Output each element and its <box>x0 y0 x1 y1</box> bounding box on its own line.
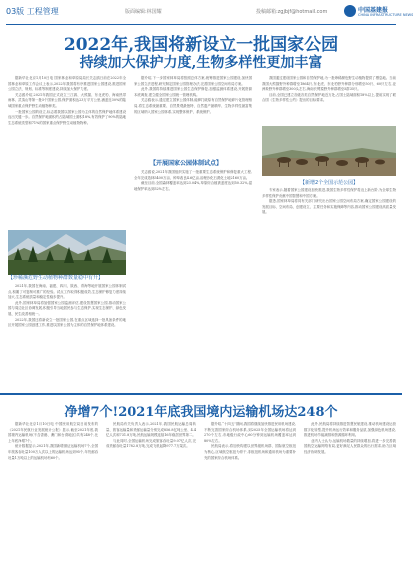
section-subhead: 【开展国家公园体制试点】 <box>150 160 223 167</box>
paragraph: 2022年,我国还将新设立一批国家公园,在重点区域选择一批具备条件的地区开展国家公园创建工作,推进以国家公园为主体的自然保护地体系建设。 <box>8 317 126 328</box>
paragraph: 截至目前,全国森林覆盖率达到23.04%,草原综合植被盖度达到50.32%,湿地保护率达到52%左右。 <box>134 181 252 191</box>
paragraph: 民航局有关负责人表示,2021年,我国民航运输总周转量、旅客运输量和货邮运输量分别完成856.8亿吨公里、4.4亿人次和731.8万吨,民航运输规模连续16年稳居世界第二。 <box>106 422 196 438</box>
paragraph: 统计数据显示,2021年,我国新增颁证运输机场7个,全国年旅客吞吐量100万人次以上的运输机场达到95个,年货邮吞吐量1万吨以上的运输机场有60个。 <box>8 444 98 460</box>
second-headline: 净增7个!2021年底我国境内运输机场达248个 <box>64 405 338 420</box>
paragraph: 据新华社北京1月10日电 国家林业和草原局局长关志鸥日前在2022年全国林业和草原工作会议上表示,2022年我国将有序推进国家公园建设,推进国家公园立法、规划、标准等制度建设,持续加大保护力度。 <box>8 76 126 92</box>
section-label: 03版 工程管理 <box>6 7 59 16</box>
paragraph: 我国通过建设国家公园和自然保护地,为一批珍稀濒危野生动植物提供了栖息地。当前我国大熊猫野外种群增至1864只,东北虎、东北豹野外种群分别增至50只、60只左右,亚洲象野外种群增至300头左右,海南长臂猿野外种群增至5群35只。 <box>262 76 396 92</box>
article1-column-6 <box>262 188 396 388</box>
main-subheadline: 持续加大保护力度,生物多样性更加丰富 <box>79 55 323 71</box>
section-divider <box>0 393 402 395</box>
deer-herd-photo <box>262 126 396 176</box>
article1-column-2 <box>134 76 252 152</box>
logo-subtitle: CHINA INFRASTRUCTURE NEWS <box>358 13 413 17</box>
article1-column-4 <box>8 284 126 388</box>
paragraph: 关志鸥表示,通过建立国家公园体制,能够打破原有自然保护地碎片化管理格局,将生态系统最重要、自然景观最独特、自然遗产最精华、生物多样性最富集的区域纳入国家公园体系,实现整体保护、系统保护。 <box>134 98 252 114</box>
paragraph: 与此同时,全国运输机场完成旅客吞吐量9.07亿人次,完成货邮吞吐量1782.8万吨,完成飞机起降977.7万架次。 <box>106 438 196 449</box>
paragraph: 据新华社北京1月10日电 中国民用航空局日前发布的《2021年民航行业发展统计公报》显示,截至2021年底,我国境内运输机场(不含香港、澳门和台湾地区)共有248个,比上年底净增7个。 <box>8 422 98 443</box>
paragraph: 2021年,我国在海南、福建、四川、陕西、青海等地开展国家公园体制试点,积累了可复制可推广的经验。试点工作取得积极成效,生态保护修复力度持续加大,生态系统质量和稳定性稳步提升。 <box>8 284 126 300</box>
forest-mountain-photo <box>8 230 126 275</box>
paragraph: 民航局表示,将加快构建以世界级机场群、国际航空枢纽为核心,区域航空枢纽为骨干,非枢纽机场和通用机场为重要补充的国家综合机场体系。 <box>204 444 296 460</box>
logo-name: 中国基建报 <box>358 7 389 14</box>
paragraph: 此外,我国将持续推进国家公园生态保护修复,加强监测体系建设,开展资源本底调查,建立健全国家公园统一管理机构。 <box>134 87 252 97</box>
paragraph: 关志鸥介绍,2021年我国正式设立三江源、大熊猫、东北虎豹、海南热带雨林、武夷山等第一批5个国家公园,保护面积达23万平方公里,涵盖近30%的陆域国家重点保护野生动植物种类。 <box>8 92 126 108</box>
paragraph: 专家表示,随着国家公园建设加快推进,我国生物多样性保护将迈上新台阶,为全球生物多样性保护贡献中国智慧和中国方案。 <box>262 188 396 198</box>
newspaper-logo <box>344 4 413 20</box>
article2-column-3 <box>204 422 296 558</box>
editor-label: 版面编辑:林国耀 <box>125 9 162 15</box>
paragraph: 业内人士认为,运输机场数量的持续增加,将进一步完善我国航空运输网络布局,更好满足人民群众的出行需求,助力区域经济协调发展。 <box>304 438 396 454</box>
main-headline: 2022年,我国将新设立一批国家公园 <box>63 35 339 55</box>
paragraph: 据介绍,下一步国家林草局将按照总体方案,统筹推进国家公园建设,加快国家公园立法进程,研究制定国家公园管理办法,完善国家公园空间布局方案。 <box>134 76 252 86</box>
page-header <box>0 0 413 26</box>
photo-caption: 【珍稀濒危野生动植物种群数量稳中有升】 <box>8 275 104 281</box>
logo-mark-icon <box>344 5 356 17</box>
paragraph: 据介绍,“十四五”期间,我国将继续加快推进民用机场建设,不断完善国家综合机场体系,到2025年全国运输机场将达到270个左右,市地级行政中心60分钟到运输机场覆盖率达到80%左右。 <box>204 422 296 443</box>
article1-column-1 <box>8 76 126 228</box>
header-rule <box>6 24 396 25</box>
email-label: 投稿邮箱:zgjbjf@hotmail.com <box>256 9 328 15</box>
paragraph: 目前,全国已建立各级各类自然保护地近万处,占国土陆域面积18%以上,提前实现了联合国《生物多样性公约》提出的目标要求。 <box>262 92 396 103</box>
paragraph: 此外,民航局将持续推进智慧民航建设,推动机场建设运营数字化转型,提升机场运行效率和服务品质,加强绿色机场建设,推进机场节能减排和资源循环利用。 <box>304 422 396 438</box>
article2-column-1 <box>8 422 98 558</box>
article2-column-2 <box>106 422 196 558</box>
paragraph: 此外,国家林草局将加强国家公园监测评估,建设智慧国家公园,推动国家公园与周边社区协调发展,积极引导当地居民参与生态保护,实现生态保护、绿色发展、民生改善相统一。 <box>8 300 126 316</box>
paragraph: 据悉,国家林草局将同有关部门研究出台国家公园空间布局方案,确定国家公园建设的发展目标、空间布局、创建设立、主要任务和实施保障等内容,推动国家公园建设高质量发展。 <box>262 199 396 215</box>
article1-column-5 <box>134 170 252 388</box>
paragraph: 一批国家公园的设立,标志着我国以国家公园为主体的自然保护地体系建设迈出关键一步。自然保护地面积约占陆域国土面积18%,有效保护了90%的陆地生态系统类型和71%的国家重点保护野生动植物物种。 <box>8 109 126 125</box>
article2-column-4 <box>304 422 396 558</box>
article1-column-3 <box>262 76 396 126</box>
photo-caption: 【新增2个全国示范公园】 <box>300 180 359 186</box>
paragraph: 关志鸥说,2021年我国组织实施了一批重要生态系统保护和修复重大工程,全年完成造林5400万亩、种草改良4.6亿亩,治理沙化石漠化土地2160万亩。 <box>134 170 252 180</box>
